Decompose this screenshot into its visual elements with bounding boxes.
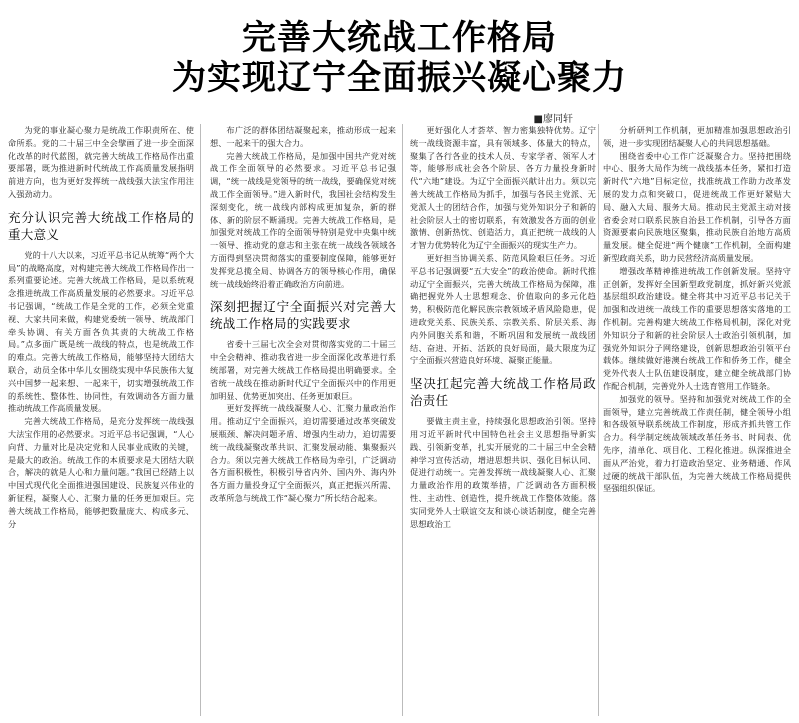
body-paragraph: 围绕省委中心工作广泛凝聚合力。坚持把围绕中心、服务大局作为统一战线基本任务，紧扣打造新时代“六地”目标定位，找准统战工作助力改革发展的发力点和突破口，促进统战工作更好紧贴大局、融入大局、服务大局。推动民主党派主动对接省委会对口联系民族自治县工作机制，引导各方面资源要素向民族地区聚集，推动民族自治地方高质量发展。健全促进“两个健康”工作机制，全面构建新型政商关系，助力民营经济高质量发展。 [603,150,791,263]
column-1 [8,124,194,530]
column-2 [210,124,396,505]
body-paragraph: 为党的事业凝心聚力是统战工作职责所在、使命所系。党的二十届三中全会擘画了进一步全面深化改革的时代蓝图，就完善大统战工作格局作出重要部署，既为推进新时代统战工作高质量发展指明前进方向，也为更好发挥统一战线强大法宝作用注入强劲动力。 [8,125,194,199]
section-heading: 充分认识完善大统战工作格局的重大意义 [8,209,194,242]
byline: ■廖同轩 [533,114,573,125]
body-paragraph: 更好强化人才荟萃、智力密集独特优势。辽宁统一战线资源丰富，具有领域多、体量大的特点，聚集了各行各业的技术人员、专家学者、领军人才等，能够形成社会各个阶层、各方力量投身新时代“六地”建设。为辽宁全面振兴献计出力。须以完善大统战工作格局为抓手，加强与各民主党派、无党派人士的团结合作，加强与党外知识分子和新的社会阶层人士的密切联系，有效激发各方面的创业激情、创新热忱、创造活力，真正把统一战线的人才智力优势转化为辽宁全面振兴的现实生产力。 [410,125,596,251]
body-paragraph: 加强党的领导。坚持和加强党对统战工作的全面领导，建立完善统战工作责任制，健全领导小组和各级领导联系统战工作制度，形成齐抓共管工作合力。科学制定统战领域改革任务书、时间表、优先序，清单化、项目化、工程化推进。纵深推进全面从严治党，着力打造政治坚定、业务精通、作风过硬的统战干部队伍，为完善大统战工作格局提供坚强组织保证。 [603,393,791,494]
column-rule [598,124,599,716]
body-paragraph: 完善大统战工作格局，是加强中国共产党对统战工作全面领导的必然要求。习近平总书记强调，“统一战线是党领导的统一战线，要确保党对统战工作全面领导。”进入新时代，我国社会结构发生深刻变化，统一战线内部构成更加复杂，新的群体、新的阶层不断涌现。完善大统战工作格局，是加强党对统战工作的全面领导特别是党中央集中统一领导、推动党的意志和主张在统一战线各领域各方面得到坚决贯彻落实的重要制度保障，能够更好发挥党总揽全局、协调各方的领导核心作用，确保统一战线始终沿着正确政治方向前进。 [210,150,396,289]
body-paragraph: 增强改革精神推进统战工作创新发展。坚持守正创新，发挥好全国新型政党制度，抓好新兴党派基层组织政治建设。健全将其中习近平总书记关于加强和改进统一战线工作的重要思想落实落地的工作机制。完善构建大统战工作格局机制，深化对党外知识分子和新的社会阶层人士政治引领机制，加强党外知识分子网络建设，创新思想政治引领平台载体。继续做好港澳台统战工作和侨务工作，健全党外代表人士队伍建设制度，建立健全统战部门协作配合机制，完善党外人士选育管用工作链条。 [603,265,791,391]
body-paragraph: 要做主责主业，持续强化思想政治引领。坚持用习近平新时代中国特色社会主义思想指导新实践、引领新变革，扎实开展党的二十届三中全会精神学习宣传活动，增进思想共识、强化目标认同、促进行动统一。完善发挥统一战线凝聚人心、汇聚力量政治作用的政策举措，广泛调动各方面积极性、主动性、创造性，提升统战工作整体效能。落实同党外人士联谊交友和谈心谈话制度，健全完善思想政治工 [410,416,596,529]
body-paragraph: 布广泛的群体团结凝聚起来，推动形成一起来想、一起来干的强大合力。 [210,125,396,148]
body-paragraph: 更好发挥统一战线凝聚人心、汇聚力量政治作用。推动辽宁全面振兴，迫切需要通过改革突破发展瓶颈、解决问题矛盾、增强内生动力，迫切需要统一战线凝聚改革共识、汇聚发展动能、集聚振兴合力。须以完善大统战工作格局为牵引，广泛调动各方面积极性，积极引导省内外、国内外、海内外各方面力量投身辽宁全面振兴，真正把振兴所需、改革所急与统战工作“凝心聚力”所长结合起来。 [210,403,396,503]
section-heading: 坚决扛起完善大统战工作格局政治责任 [410,376,596,409]
body-paragraph: 省委十三届七次全会对贯彻落实党的二十届三中全会精神、推动我省进一步全面深化改革进行系统部署，对完善大统战工作格局提出明确要求。全省统一战线在推动新时代辽宁全面振兴中的作用更加明显、优势更加突出、任务更加艰巨。 [210,339,396,401]
column-4 [603,124,791,495]
section-heading: 深刻把握辽宁全面振兴对完善大统战工作格局的实践要求 [210,299,396,332]
body-paragraph: 完善大统战工作格局，是充分发挥统一战线强大法宝作用的必然要求。习近平总书记强调，“人心向背、力量对比是决定党和人民事业成败的关键，是最大的政治。统战工作的本质要求是大团结大联合，解决的就是人心和力量问题。”我国已经踏上以中国式现代化全面推进强国建设、民族复兴伟业的新征程，凝聚人心、汇聚力量的任务更加艰巨。完善大统战工作格局，能够把数量庞大、构成多元、分 [8,416,194,529]
body-paragraph: 分析研判工作机制，更加精准加强思想政治引领，进一步实现团结凝聚人心的共同思想基础。 [603,125,791,148]
headline-line-1: 完善大统战工作格局 [242,18,557,58]
headline-line-2: 为实现辽宁全面振兴凝心聚力 [172,58,627,98]
body-paragraph: 党的十八大以来，习近平总书记从统筹“两个大局”的战略高度，对构建完善大统战工作格局作出一系列重要论述。完善大统战工作格局，是以系统观念推进统战工作高质量发展的必然要求。习近平总书记强调，“统战工作是全党的工作，必须全党重视、大家共同来做，构建党委统一领导、统战部门牵头协调、有关方面各负其责的大统战工作格局。”点多面广既是统一战线的特点，也是统战工作的难点。完善大统战工作格局，能够坚持大团结大联合，动员全体中华儿女围绕实现中华民族伟大复兴中国梦一起来想、一起来干，切实增强统战工作的系统性、整体性、协同性，有效调动各方面力量推动统战工作高质量发展。 [8,249,194,414]
column-rule [200,124,201,716]
body-paragraph: 更好担当协调关系、防范风险艰巨任务。习近平总书记强调要“五大安全”的政治使命。新时代推动辽宁全面振兴，完善大统战工作格局为保障，准确把握党外人士思想观念、价值取向的多元化趋势，积极防范化解民族宗教领域矛盾风险隐患，促进政党关系、民族关系、宗教关系、阶层关系、海内外同胞关系和谐，不断巩固和发展统一战线团结、奋进、开拓、活跃的良好局面，最大限度为辽宁全面振兴营造良好环境、凝聚正能量。 [410,252,596,366]
column-rule [402,124,403,716]
column-3 [410,124,596,530]
